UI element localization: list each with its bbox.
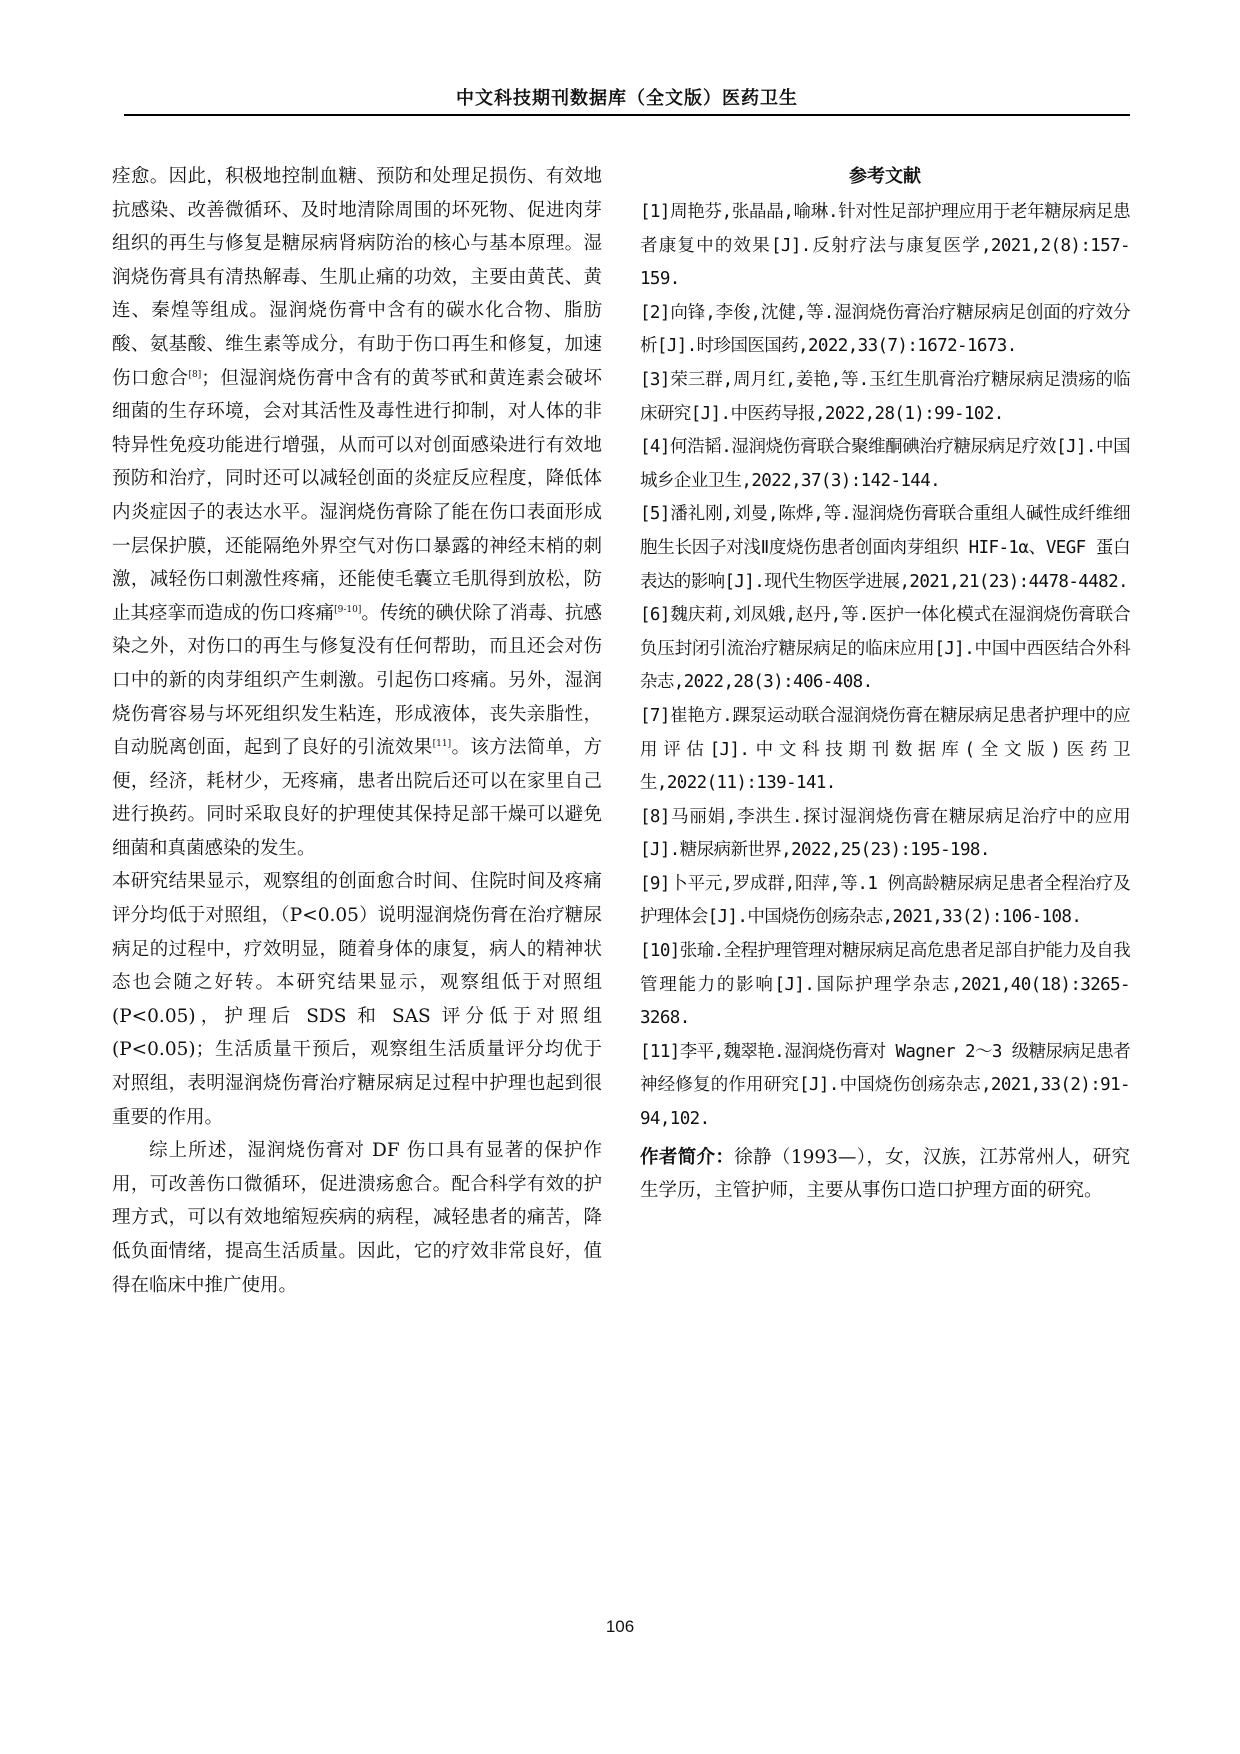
reference-item-2: [2]向锋,李俊,沈健,等.湿润烧伤膏治疗糖尿病足创面的疗效分析[J].时珍国医国药,2022,33(7):1672-1673. <box>640 302 1130 357</box>
body-paragraph-2: 本研究结果显示，观察组的创面愈合时间、住院时间及疼痛评分均低于对照组，（P<0.05）说明湿润烧伤膏在治疗糖尿病足的过程中，疗效明显，随着身体的康复，病人的精神状态也会随之好转。本研究结果显示，观察组低于对照组(P<0.05)，护理后 SDS 和 SAS 评分低于对照组(P<0.05)；生活质量干预后，观察组生活质量评分均优于对照组，表明湿润烧伤膏治疗糖尿病足过程中护理也起到很重要的作用。 <box>112 871 602 1128</box>
paragraph-1-text-b: ；但湿润烧伤膏中含有的黄芩甙和黄连素会破坏细菌的生存环境，会对其活性及毒性进行抑制，对人体的非特异性免疫功能进行增强，从而可以对创面感染进行有效地预防和治疗，同时还可以减轻创面的炎症反应程度，降低体内炎症因子的表达水平。湿润烧伤膏除了能在伤口表面形成一层保护膜，还能隔绝外界空气对伤口暴露的神经末梢的刺激，减轻伤口刺激性疼痛，还能使毛囊立毛肌得到放松，防止其痉挛而造成的伤口疼痛 <box>112 367 602 624</box>
body-paragraph-1 <box>112 160 602 865</box>
author-bio <box>640 1141 1130 1208</box>
paragraph-1-text-a: 痊愈。因此，积极地控制血糖、预防和处理足损伤、有效地抗感染、改善微循环、及时地清除周围的坏死物、促进肉芽组织的再生与修复是糖尿病肾病防治的核心与基本原理。湿润烧伤膏具有清热解毒、生肌止痛的功效，主要由黄芪、黄连、秦煌等组成。湿润烧伤膏中含有的碳水化合物、脂肪酸、氨基酸、维生素等成分，有助于伤口再生和修复，加速伤口愈合 <box>112 166 602 389</box>
reference-item-10: [10]张瑜.全程护理管理对糖尿病足高危患者足部自护能力及自我管理能力的影响[J].国际护理学杂志,2021,40(18):3265-3268. <box>640 941 1130 1029</box>
citation-9-10: [9-10] <box>334 604 362 615</box>
reference-item-5: [5]潘礼刚,刘曼,陈烨,等.湿润烧伤膏联合重组人碱性成纤维细胞生长因子对浅Ⅱ度烧伤患者创面肉芽组织 HIF-1α、VEGF 蛋白表达的影响[J].现代生物医学进展,2021,21(23):4478-4482. <box>640 504 1130 592</box>
author-bio-text: 徐静（1993—），女，汉族，江苏常州人，研究生学历，主管护师，主要从事伤口造口护理方面的研究。 <box>640 1146 1130 1202</box>
body-paragraph-3: 综上所述，湿润烧伤膏对 DF 伤口具有显著的保护作用，可改善伤口微循环，促进溃疡愈合。配合科学有效的护理方式，可以有效地缩短疾病的病程，减轻患者的痛苦，降低负面情绪，提高生活质量。因此，它的疗效非常良好，值得在临床中推广使用。 <box>112 1140 602 1296</box>
paragraph-1-text-c: 。传统的碘伏除了消毒、抗感染之外，对伤口的再生与修复没有任何帮助，而且还会对伤口中的新的肉芽组织产生刺激。引起伤口疼痛。另外，湿润烧伤膏容易与坏死组织发生粘连，形成液体，丧失亲脂性，自动脱离创面，起到了良好的引流效果 <box>112 602 602 759</box>
reference-item-4: [4]何浩韬.湿润烧伤膏联合聚维酮碘治疗糖尿病足疗效[J].中国城乡企业卫生,2022,37(3):142-144. <box>640 437 1130 491</box>
citation-8: [8] <box>188 369 202 380</box>
references-heading: 参考文献 <box>849 166 921 187</box>
reference-item-3: [3]荣三群,周月红,姜艳,等.玉红生肌膏治疗糖尿病足溃疡的临床研究[J].中医药导报,2022,28(1):99-102. <box>640 369 1130 424</box>
citation-11: [11] <box>432 738 452 749</box>
page-number: 106 <box>605 1617 635 1636</box>
reference-item-6: [6]魏庆莉,刘凤娥,赵丹,等.医护一体化模式在湿润烧伤膏联合负压封闭引流治疗糖尿病足的临床应用[J].中国中西医结合外科杂志,2022,28(3):406-408. <box>640 605 1130 693</box>
author-bio-label: 作者简介： <box>640 1146 735 1168</box>
reference-item-8: [8]马丽娟,李洪生.探讨湿润烧伤膏在糖尿病足治疗中的应用[J].糖尿病新世界,2022,25(23):195-198. <box>640 806 1130 861</box>
journal-header: 中文科技期刊数据库（全文版）医药卫生 <box>456 88 798 109</box>
reference-item-11: [11]李平,魏翠艳.湿润烧伤膏对 Wagner 2～3 级糖尿病足患者神经修复的作用研究[J].中国烧伤创疡杂志,2021,33(2):91-94,102. <box>640 1041 1131 1130</box>
reference-item-9: [9]卜平元,罗成群,阳萍,等.1 例高龄糖尿病足患者全程治疗及护理体会[J].中国烧伤创疡杂志,2021,33(2):106-108. <box>640 873 1130 928</box>
left-column <box>112 160 602 1302</box>
reference-item-1: [1]周艳芬,张晶晶,喻琳.针对性足部护理应用于老年糖尿病足患者康复中的效果[J].反射疗法与康复医学,2021,2(8):157-159. <box>640 202 1130 290</box>
reference-list <box>640 196 1130 1137</box>
header-rule <box>124 114 1130 116</box>
reference-item-7: [7]崔艳方.踝泵运动联合湿润烧伤膏在糖尿病足患者护理中的应用评估[J].中文科技期刊数据库(全文版)医药卫生,2022(11):139-141. <box>640 705 1130 794</box>
paragraph-1-text-d: 。该方法简单，方便，经济，耗材少，无疼痛，患者出院后还可以在家里自己进行换药。同时采取良好的护理使其保持足部干燥可以避免细菌和真菌感染的发生。 <box>112 737 602 859</box>
right-column <box>640 156 1130 1208</box>
